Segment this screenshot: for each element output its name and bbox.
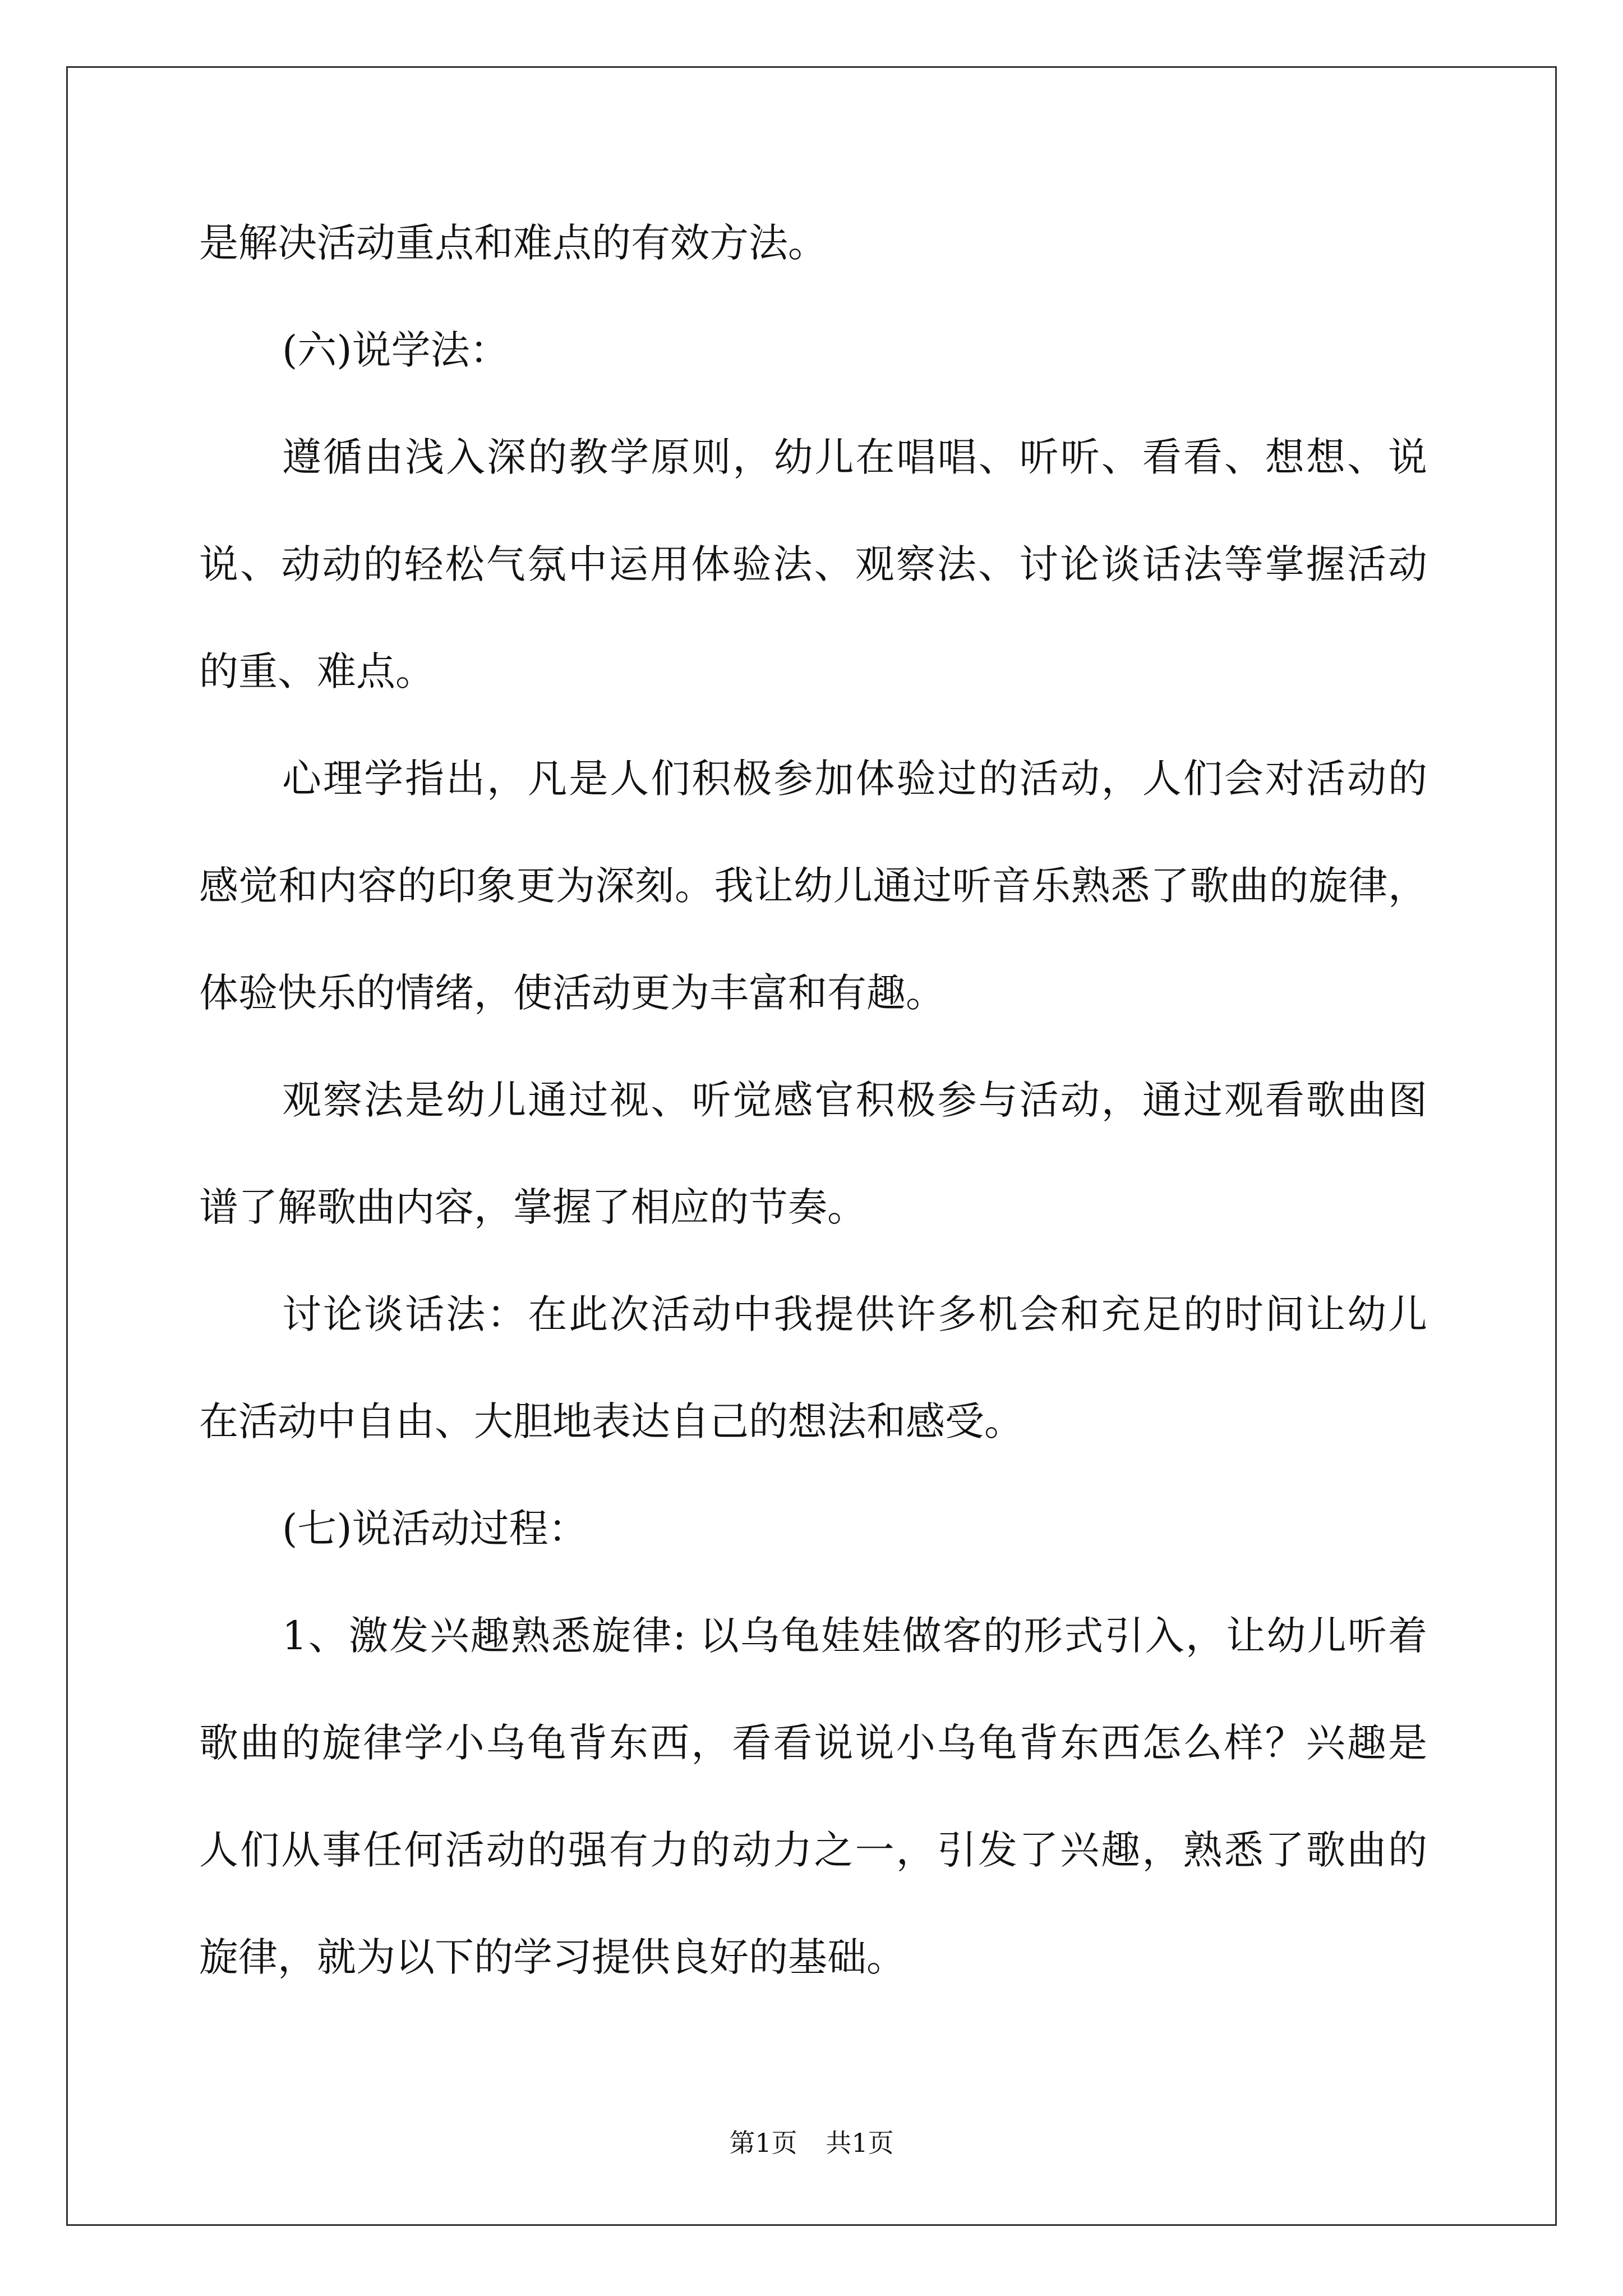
text-line: 1、激发兴趣熟悉旋律: 以乌龟娃娃做客的形式引入，让幼儿听着 [282,1613,1427,1659]
text-line: 观察法是幼儿通过视、听觉感官积极参与活动，通过观看歌曲图 [282,1077,1427,1123]
text-line: 在活动中自由、大胆地表达自己的想法和感受。 [199,1398,1023,1444]
page-total: 共1页 [826,2128,894,2158]
section-heading-activity-process: (七)说活动过程： [282,1506,588,1552]
text-line: 说、动动的轻松气氛中运用体验法、观察法、讨论谈话法等掌握活动 [199,541,1427,587]
text-line: 是解决活动重点和难点的有效方法。 [199,220,827,266]
section-heading-study-method: (六)说学法： [282,327,509,373]
page-number: 第1页 [729,2128,797,2158]
text-line: 人们从事任何活动的强有力的动力之一，引发了兴趣，熟悉了歌曲的 [199,1827,1427,1873]
text-line: 谱了解歌曲内容，掌握了相应的节奏。 [199,1184,866,1230]
text-line: 的重、难点。 [199,648,435,694]
text-line: 旋律，就为以下的学习提供良好的基础。 [199,1934,906,1980]
page-footer [0,2126,1623,2160]
text-line: 心理学指出，凡是人们积极参加体验过的活动，人们会对活动的 [282,756,1427,802]
text-line: 遵循由浅入深的教学原则，幼儿在唱唱、听听、看看、想想、说 [282,434,1427,480]
text-line: 体验快乐的情绪，使活动更为丰富和有趣。 [199,970,945,1016]
text-line: 歌曲的旋律学小乌龟背东西，看看说说小乌龟背东西怎么样？兴趣是 [199,1720,1427,1766]
text-line: 感觉和内容的印象更为深刻。我让幼儿通过听音乐熟悉了歌曲的旋律， [199,863,1427,909]
document-body [199,216,1427,2037]
text-line: 讨论谈话法：在此次活动中我提供许多机会和充足的时间让幼儿 [282,1291,1427,1337]
